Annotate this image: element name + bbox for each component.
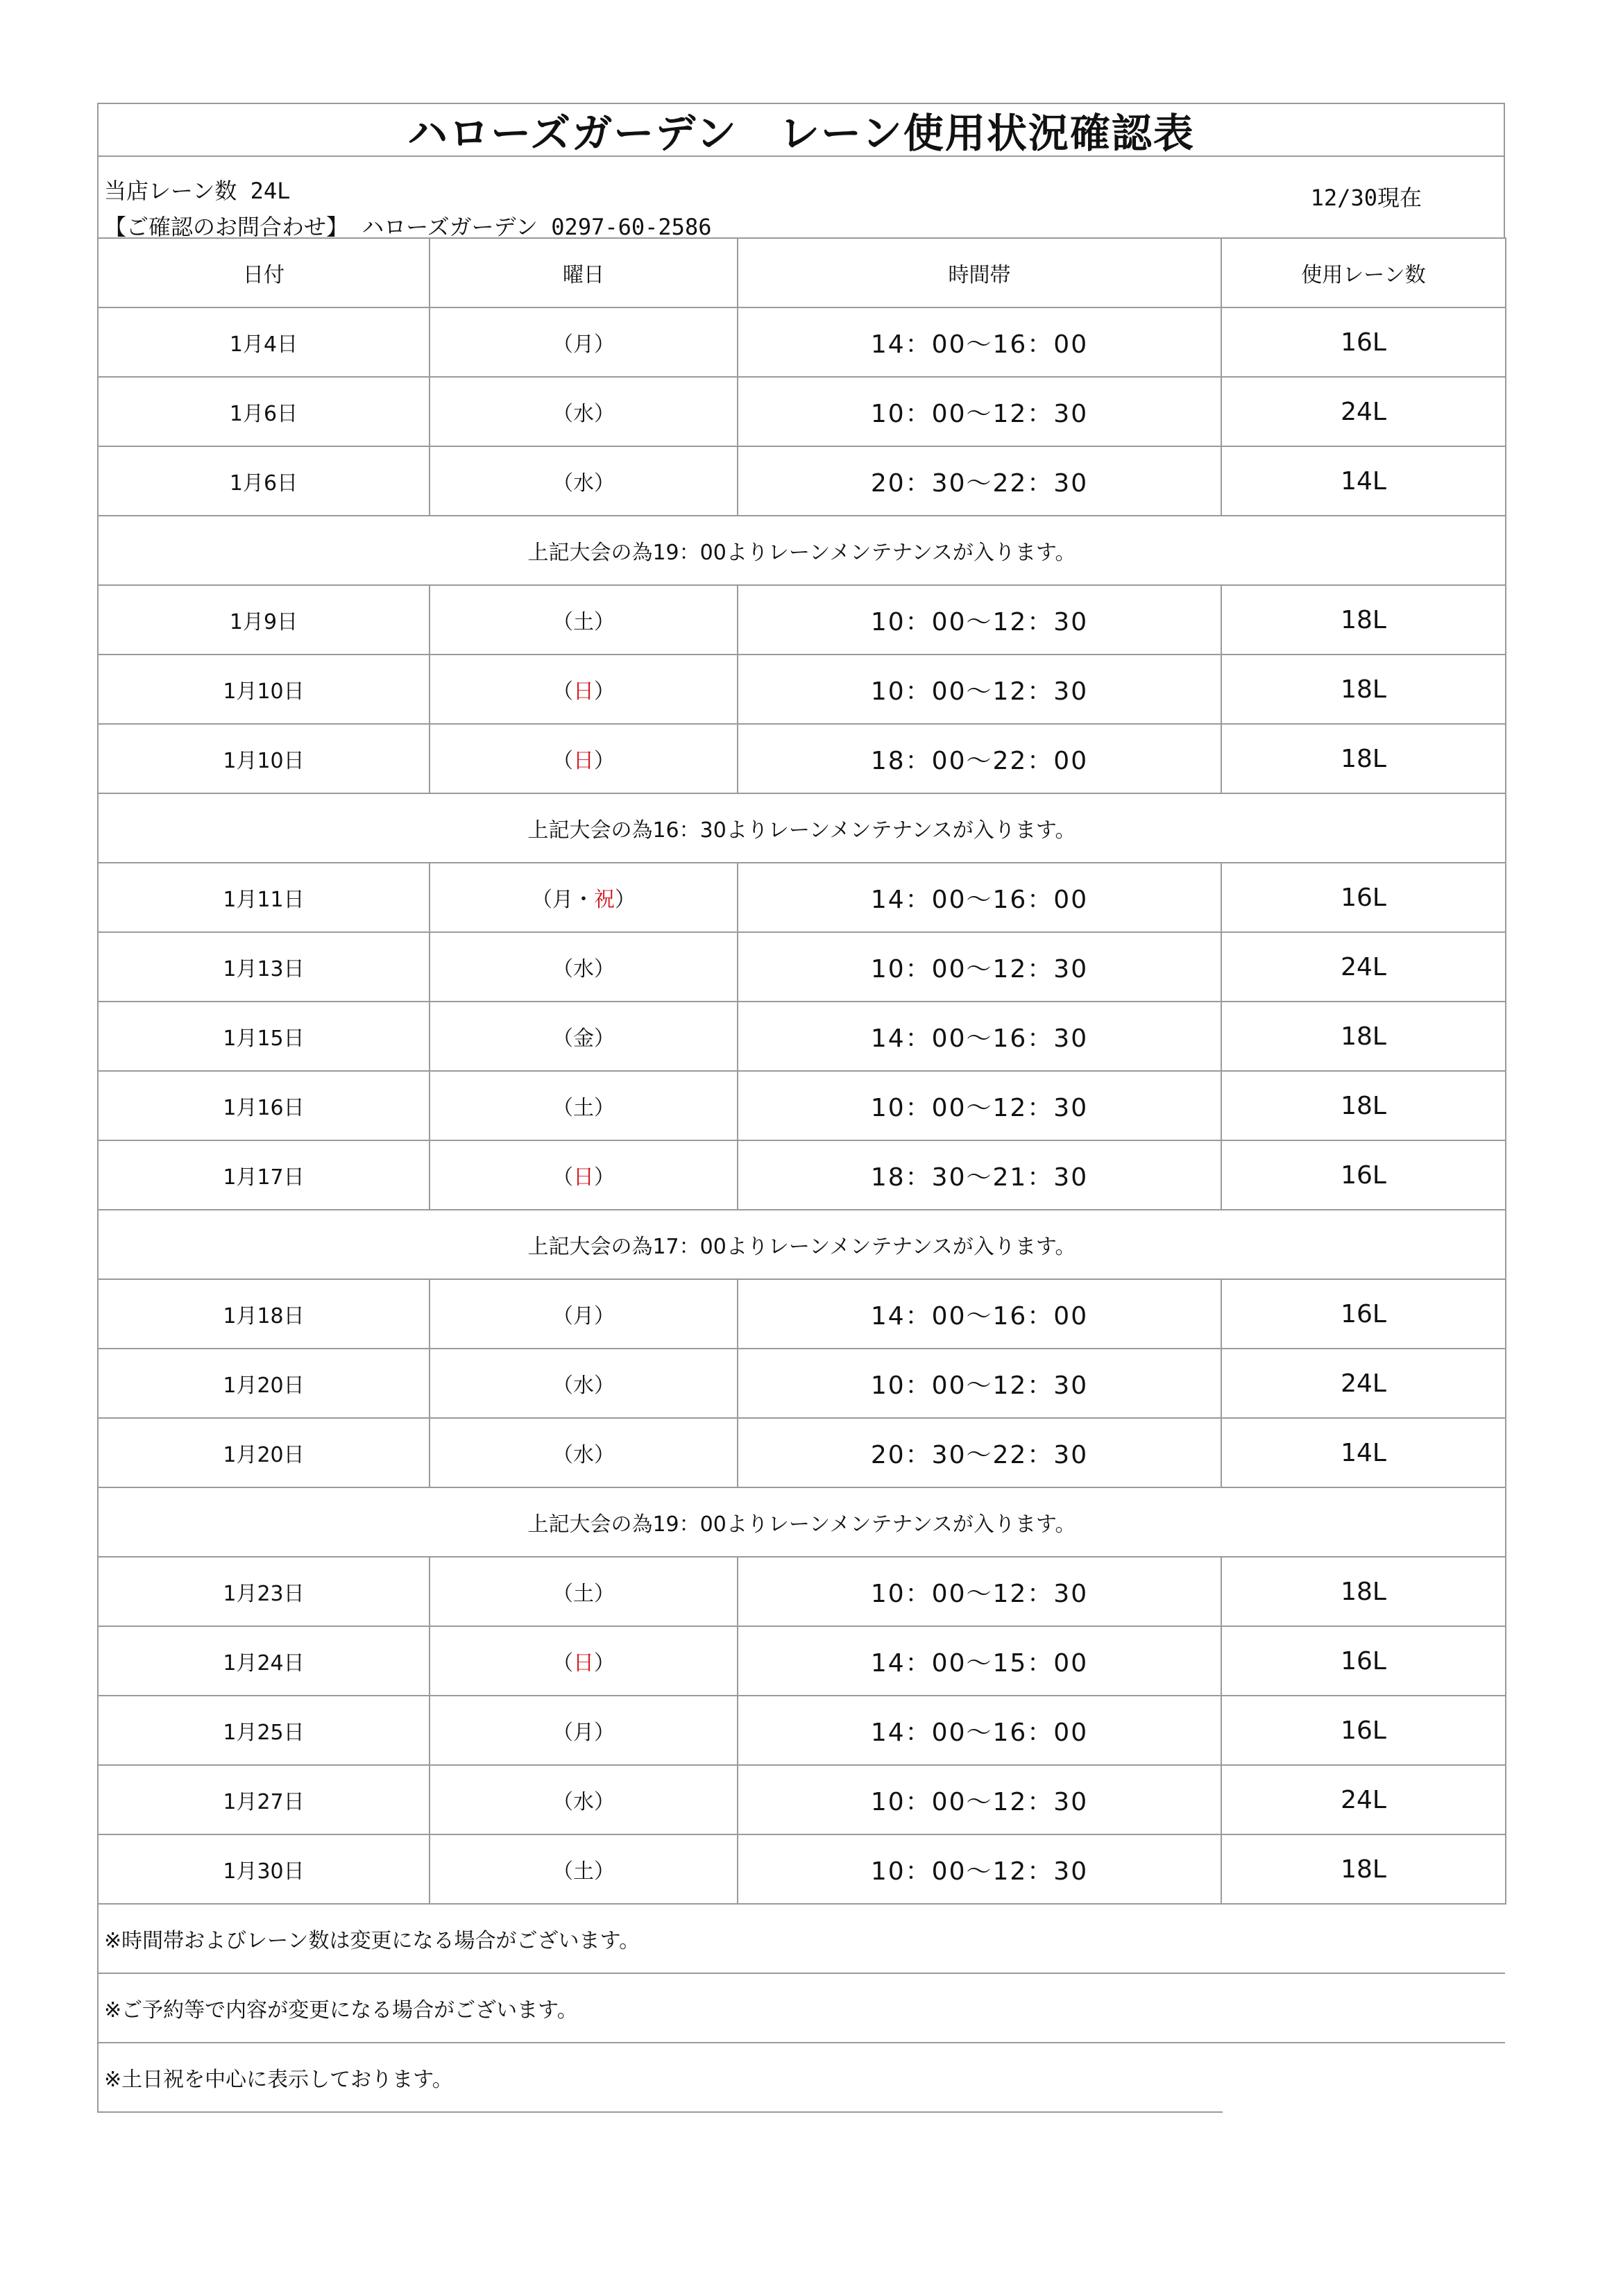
- weekday-cell: （金）: [430, 1002, 738, 1071]
- weekday-bracket: （月・: [532, 888, 594, 912]
- time-slot-cell: 14：00～16：00: [738, 307, 1221, 377]
- column-header-lanes: 使用レーン数: [1221, 238, 1506, 307]
- footnote: ※ご予約等で内容が変更になる場合がございます。: [97, 1974, 1505, 2043]
- time-slot-cell: 14：00～16：00: [738, 1279, 1221, 1349]
- date-cell: 1月4日: [98, 307, 430, 377]
- lanes-used-cell: 16L: [1221, 1279, 1506, 1349]
- as-of-date: 12/30現在: [1310, 185, 1422, 211]
- weekday-cell: （水）: [430, 1349, 738, 1418]
- weekday-cell: （土）: [430, 1071, 738, 1140]
- time-slot-cell: 10：00～12：30: [738, 1834, 1221, 1904]
- time-slot-cell: 14：00～16：30: [738, 1002, 1221, 1071]
- holiday-day-label: 日: [573, 679, 594, 704]
- holiday-day-label: 祝: [594, 888, 615, 912]
- weekday-bracket: （: [552, 1165, 573, 1190]
- time-slot-cell: 18：00～22：00: [738, 724, 1221, 793]
- table-row: [98, 724, 1506, 793]
- weekday-cell: [430, 1140, 738, 1210]
- date-cell: 1月27日: [98, 1765, 430, 1834]
- time-slot-cell: 10：00～12：30: [738, 1349, 1221, 1418]
- table-row: [98, 585, 1506, 655]
- lanes-used-cell: 18L: [1221, 1071, 1506, 1140]
- time-slot-cell: 20：30～22：30: [738, 446, 1221, 516]
- date-cell: 1月25日: [98, 1696, 430, 1765]
- info-block: [97, 157, 1505, 240]
- weekday-cell: [430, 724, 738, 793]
- maintenance-note-row: [98, 1210, 1506, 1279]
- lanes-used-cell: 18L: [1221, 585, 1506, 655]
- lanes-used-cell: 16L: [1221, 863, 1506, 932]
- lanes-used-cell: 16L: [1221, 307, 1506, 377]
- weekday-cell: （水）: [430, 932, 738, 1002]
- date-cell: 1月16日: [98, 1071, 430, 1140]
- date-cell: 1月18日: [98, 1279, 430, 1349]
- table-row: [98, 863, 1506, 932]
- time-slot-cell: 10：00～12：30: [738, 377, 1221, 446]
- time-slot-cell: 10：00～12：30: [738, 932, 1221, 1002]
- weekday-cell: （土）: [430, 585, 738, 655]
- maintenance-note-row: [98, 516, 1506, 585]
- footnote: ※土日祝を中心に表示しております。: [97, 2043, 1223, 2113]
- time-slot-cell: 10：00～12：30: [738, 1557, 1221, 1626]
- weekday-cell: （水）: [430, 1418, 738, 1487]
- table-row: [98, 1349, 1506, 1418]
- date-cell: 1月13日: [98, 932, 430, 1002]
- date-cell: 1月20日: [98, 1349, 430, 1418]
- weekday-cell: （土）: [430, 1557, 738, 1626]
- table-row: [98, 446, 1506, 516]
- time-slot-cell: 10：00～12：30: [738, 1071, 1221, 1140]
- time-slot-cell: 18：30～21：30: [738, 1140, 1221, 1210]
- lane-schedule-table: [97, 237, 1506, 1905]
- weekday-bracket: ）: [615, 888, 636, 912]
- table-row: [98, 377, 1506, 446]
- lanes-used-cell: 18L: [1221, 1002, 1506, 1071]
- table-header-row: [98, 238, 1506, 307]
- weekday-cell: （水）: [430, 1765, 738, 1834]
- table-row: [98, 655, 1506, 724]
- date-cell: 1月6日: [98, 446, 430, 516]
- lanes-used-cell: 18L: [1221, 1834, 1506, 1904]
- table-row: [98, 1834, 1506, 1904]
- weekday-bracket: （: [552, 1651, 573, 1675]
- weekday-cell: （水）: [430, 446, 738, 516]
- date-cell: 1月10日: [98, 724, 430, 793]
- date-cell: 1月11日: [98, 863, 430, 932]
- date-cell: 1月15日: [98, 1002, 430, 1071]
- table-row: [98, 1765, 1506, 1834]
- time-slot-cell: 10：00～12：30: [738, 585, 1221, 655]
- weekday-cell: （水）: [430, 377, 738, 446]
- maintenance-note: 上記大会の為17：00よりレーンメンテナンスが入ります。: [98, 1210, 1506, 1279]
- column-header-time: 時間帯: [738, 238, 1221, 307]
- table-row: [98, 1626, 1506, 1696]
- maintenance-note: 上記大会の為19：00よりレーンメンテナンスが入ります。: [98, 516, 1506, 585]
- table-row: [98, 1071, 1506, 1140]
- date-cell: 1月10日: [98, 655, 430, 724]
- weekday-cell: （月）: [430, 1279, 738, 1349]
- time-slot-cell: 20：30～22：30: [738, 1418, 1221, 1487]
- weekday-cell: （月）: [430, 307, 738, 377]
- lanes-used-cell: 18L: [1221, 655, 1506, 724]
- table-row: [98, 1696, 1506, 1765]
- maintenance-note: 上記大会の為19：00よりレーンメンテナンスが入ります。: [98, 1487, 1506, 1557]
- weekday-bracket: ）: [594, 749, 615, 773]
- weekday-bracket: ）: [594, 679, 615, 704]
- date-cell: 1月24日: [98, 1626, 430, 1696]
- weekday-cell: [430, 1626, 738, 1696]
- lanes-used-cell: 16L: [1221, 1140, 1506, 1210]
- table-row: [98, 1279, 1506, 1349]
- time-slot-cell: 14：00～16：00: [738, 1696, 1221, 1765]
- time-slot-cell: 10：00～12：30: [738, 1765, 1221, 1834]
- date-cell: 1月6日: [98, 377, 430, 446]
- holiday-day-label: 日: [573, 1165, 594, 1190]
- table-row: [98, 932, 1506, 1002]
- weekday-cell: （土）: [430, 1834, 738, 1904]
- maintenance-note: 上記大会の為16：30よりレーンメンテナンスが入ります。: [98, 793, 1506, 863]
- weekday-bracket: （: [552, 749, 573, 773]
- lanes-used-cell: 18L: [1221, 1557, 1506, 1626]
- column-header-date: 日付: [98, 238, 430, 307]
- table-row: [98, 1140, 1506, 1210]
- maintenance-note-row: [98, 1487, 1506, 1557]
- holiday-day-label: 日: [573, 749, 594, 773]
- footnotes: [97, 1905, 1505, 2113]
- lanes-used-cell: 16L: [1221, 1696, 1506, 1765]
- table-row: [98, 307, 1506, 377]
- time-slot-cell: 14：00～16：00: [738, 863, 1221, 932]
- table-row: [98, 1418, 1506, 1487]
- lanes-used-cell: 24L: [1221, 377, 1506, 446]
- table-row: [98, 1557, 1506, 1626]
- schedule-sheet: [97, 103, 1505, 2113]
- lanes-used-cell: 14L: [1221, 446, 1506, 516]
- lanes-used-cell: 16L: [1221, 1626, 1506, 1696]
- lane-count-label: 当店レーン数 24L: [104, 178, 291, 204]
- time-slot-cell: 14：00～15：00: [738, 1626, 1221, 1696]
- time-slot-cell: 10：00～12：30: [738, 655, 1221, 724]
- weekday-cell: [430, 863, 738, 932]
- table-row: [98, 1002, 1506, 1071]
- date-cell: 1月17日: [98, 1140, 430, 1210]
- weekday-bracket: ）: [594, 1165, 615, 1190]
- lanes-used-cell: 24L: [1221, 932, 1506, 1002]
- weekday-cell: （月）: [430, 1696, 738, 1765]
- lanes-used-cell: 18L: [1221, 724, 1506, 793]
- document-title: ハローズガーデン レーン使用状況確認表: [97, 103, 1505, 157]
- maintenance-note-row: [98, 793, 1506, 863]
- weekday-bracket: （: [552, 679, 573, 704]
- lanes-used-cell: 24L: [1221, 1349, 1506, 1418]
- date-cell: 1月23日: [98, 1557, 430, 1626]
- weekday-cell: [430, 655, 738, 724]
- date-cell: 1月9日: [98, 585, 430, 655]
- holiday-day-label: 日: [573, 1651, 594, 1675]
- lanes-used-cell: 24L: [1221, 1765, 1506, 1834]
- lanes-used-cell: 14L: [1221, 1418, 1506, 1487]
- inquiry-contact: 【ご確認のお問合わせ】 ハローズガーデン 0297-60-2586: [104, 214, 712, 240]
- date-cell: 1月20日: [98, 1418, 430, 1487]
- weekday-bracket: ）: [594, 1651, 615, 1675]
- column-header-day: 曜日: [430, 238, 738, 307]
- footnote: ※時間帯およびレーン数は変更になる場合がございます。: [97, 1905, 1505, 1974]
- date-cell: 1月30日: [98, 1834, 430, 1904]
- table-body: [98, 307, 1506, 1904]
